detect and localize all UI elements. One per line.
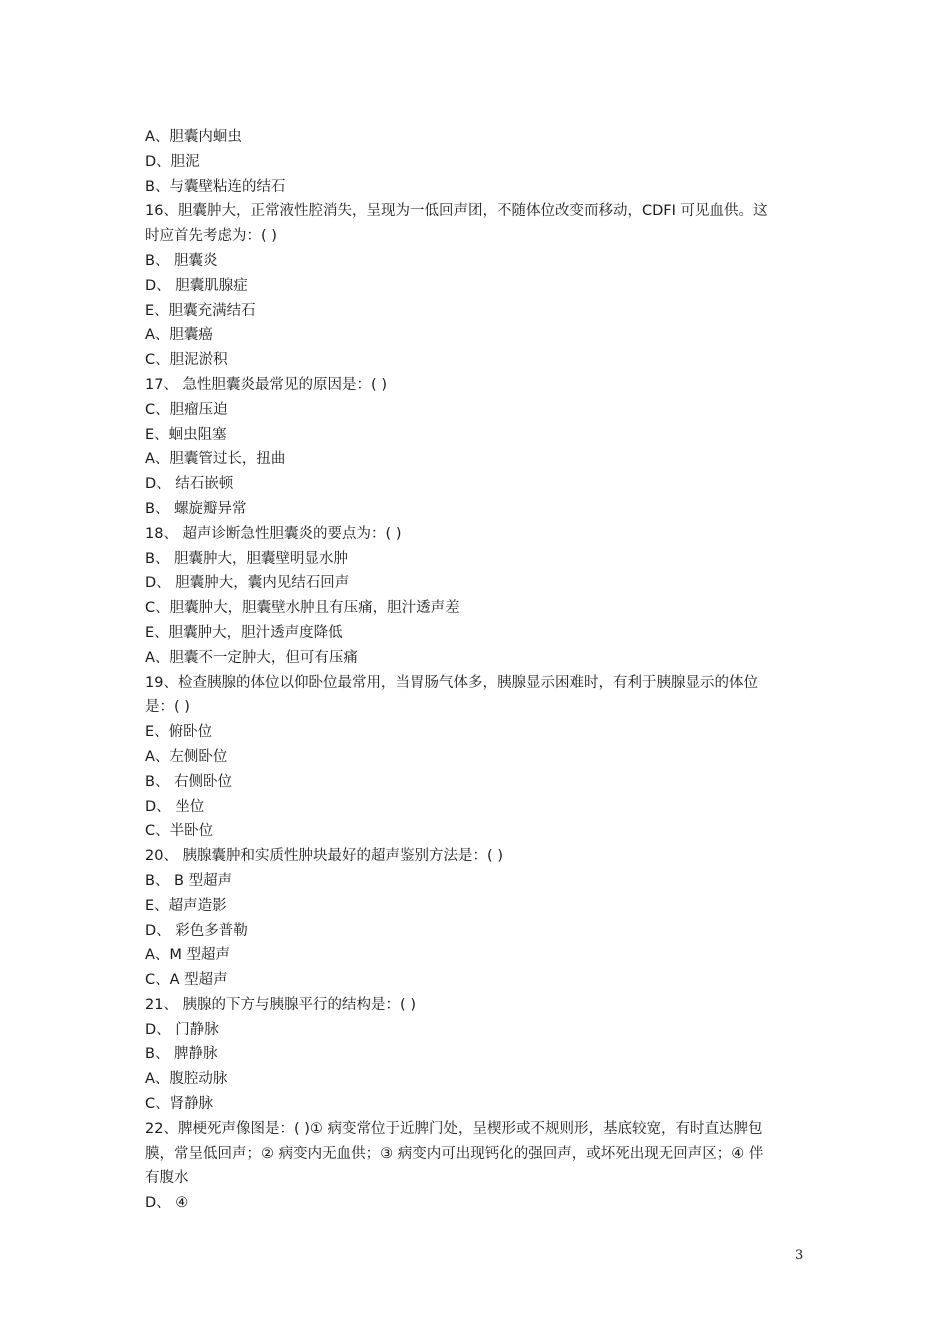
text-line: 21、 胰腺的下方与胰腺平行的结构是：( )	[145, 996, 416, 1013]
text-line: C、胆囊肿大，胆囊壁水肿且有压痛，胆汁透声差	[145, 600, 460, 617]
text-line: D、 胆囊肌腺症	[145, 277, 248, 294]
text-line: D、 坐位	[145, 798, 205, 815]
page-content	[145, 125, 810, 1216]
text-line: E、俯卧位	[145, 724, 213, 741]
text-line: D、 彩色多普勒	[145, 922, 248, 939]
text-line: D、 ④	[145, 1195, 189, 1212]
text-line: 时应首先考虑为：( )	[145, 228, 277, 245]
text-line: A、M 型超声	[145, 947, 231, 964]
text-line: E、超声造影	[145, 897, 227, 914]
text-line: B、 脾静脉	[145, 1046, 218, 1063]
text-line: C、胆泥淤积	[145, 352, 228, 369]
text-line: E、胆囊充满结石	[145, 302, 256, 319]
text-line: B、 螺旋瓣异常	[145, 500, 247, 517]
text-line: E、蛔虫阻塞	[145, 426, 227, 443]
text-line: 19、检查胰腺的体位以仰卧位最常用，当胃肠气体多，胰腺显示困难时，有利于胰腺显示的体位	[145, 674, 758, 691]
text-line: 16、胆囊肿大，正常液性腔消失，呈现为一低回声团，不随体位改变而移动，CDFI 可见血供。这	[145, 203, 768, 220]
text-line: C、胆瘤压迫	[145, 401, 228, 418]
text-line: C、A 型超声	[145, 972, 228, 989]
text-line: A、胆囊不一定肿大，但可有压痛	[145, 649, 358, 666]
text-line: C、肾静脉	[145, 1096, 214, 1113]
text-line: 20、 胰腺囊肿和实质性肿块最好的超声鉴别方法是：( )	[145, 848, 503, 865]
text-line: D、 胆囊肿大，囊内见结石回声	[145, 575, 350, 592]
text-line: D、 门静脉	[145, 1021, 219, 1038]
text-line: B、与囊壁粘连的结石	[145, 178, 286, 195]
text-line: 17、 急性胆囊炎最常见的原因是：( )	[145, 376, 387, 393]
text-line: 有腹水	[145, 1170, 189, 1187]
text-line: B、 B 型超声	[145, 872, 233, 889]
text-line: D、胆泥	[145, 153, 200, 170]
text-line: 膜，常呈低回声；② 病变内无血供；③ 病变内可出现钙化的强回声，或坏死出现无回声区；④ 伴	[145, 1145, 764, 1162]
text-line: A、胆囊内蛔虫	[145, 129, 242, 145]
text-line: 18、 超声诊断急性胆囊炎的要点为：( )	[145, 525, 402, 542]
text-line: 是：( )	[145, 699, 190, 716]
text-line: B、 胆囊炎	[145, 252, 218, 269]
text-line: A、胆囊癌	[145, 327, 213, 344]
text-line: B、 右侧卧位	[145, 773, 233, 790]
text-line: A、腹腔动脉	[145, 1071, 228, 1088]
text-line: A、胆囊管过长，扭曲	[145, 451, 286, 468]
text-line: D、 结石嵌顿	[145, 476, 234, 493]
text-line: E、胆囊肿大，胆汁透声度降低	[145, 624, 343, 641]
page-number: 3	[795, 1248, 804, 1263]
text-line: C、半卧位	[145, 823, 214, 840]
text-line: 22、脾梗死声像图是：( )① 病变常位于近脾门处，呈楔形或不规则形，基底较宽，有时直达脾包	[145, 1120, 763, 1137]
text-line: B、 胆囊肿大，胆囊壁明显水肿	[145, 550, 349, 567]
text-line: A、左侧卧位	[145, 748, 228, 765]
